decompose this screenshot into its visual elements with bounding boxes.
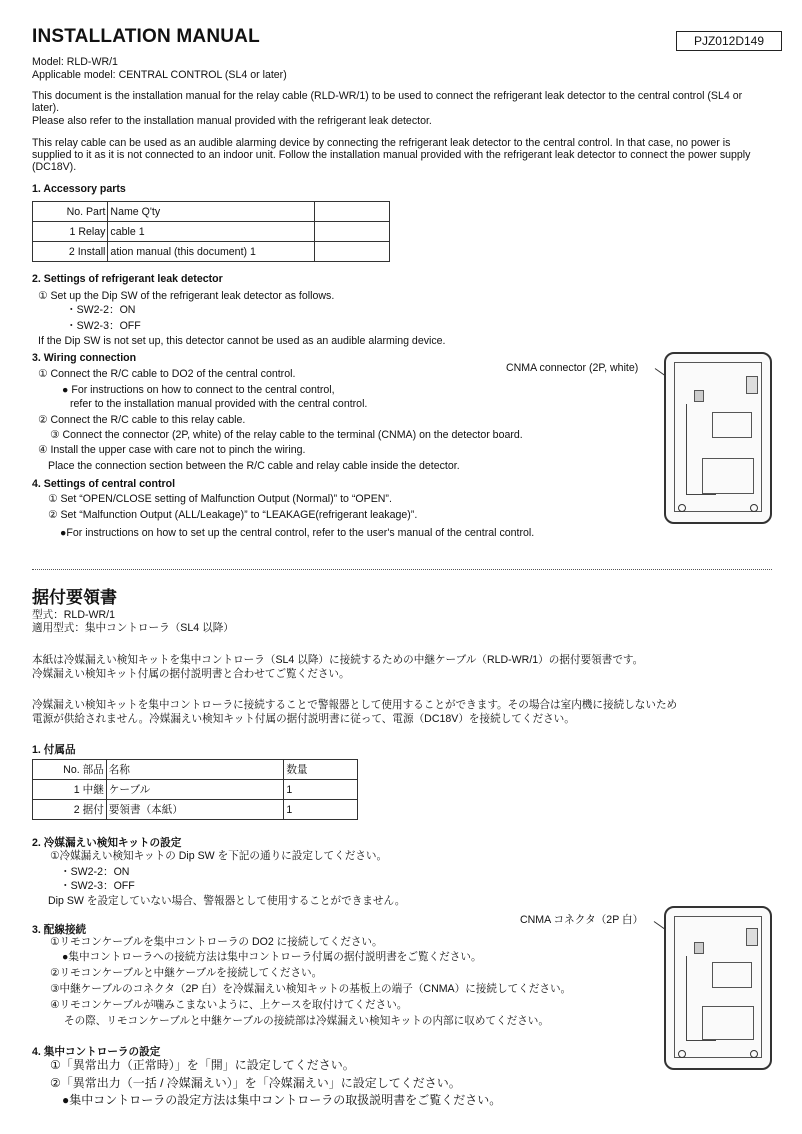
step-text: ①冷媒漏えい検知キットの Dip SW を下記の通りに設定してください。 [50,850,388,862]
section-central-control-settings-ja: 4. 集中コントローラの設定 [32,1046,161,1058]
intro-paragraph-3: This relay cable can be used as an audible alarming device by connecting the refrigerant leak detector to the central control. In that case, no power is supplied to it as it is not connected to an indoor unit. Follow the installation manual provided with the refrigerant leak detector to connect the power supply (DC18V). [32,137,751,173]
step-text: ・SW2-2：ON [66,304,136,316]
section-leak-detector-settings-ja: 2. 冷媒漏えい検知キットの設定 [32,837,182,849]
intro-paragraph-4-ja: 電源が供給されません。冷媒漏えい検知キット付属の据付説明書に従って、電源（DC18V）を接続してください。 [32,713,575,725]
cnma-callout-label-ja: CNMA コネクタ（2P 白） [520,914,644,926]
table-cell: ation manual (this document) 1 [108,242,314,262]
step-text: ●集中コントローラへの接続方法は集中コントローラ付属の据付説明書をご覧ください。 [62,951,482,963]
wire [686,404,687,494]
section-accessory-parts: 1. Accessory parts [32,183,126,195]
step-text: その際、リモコンケーブルと中継ケーブルの接続部は冷媒漏えい検知キットの内部に収めてください。 [64,1015,549,1027]
section-central-control-settings: 4. Settings of central control [32,478,176,490]
step-text: ● For instructions on how to connect to the central control, [62,384,335,396]
note-text: Dip SW を設定していない場合、警報器として使用することができません。 [48,895,406,907]
intro-paragraph-1-ja: 本紙は冷媒漏えい検知キットを集中コントローラ（SL4 以降）に接続するための中継ケーブル（RLD-WR/1）の据付要領書です。 [32,654,644,666]
intro-paragraph-2-ja: 冷媒漏えい検知キット付属の据付説明書と合わせてご覧ください。 [32,668,350,680]
step-text: ④ Install the upper case with care not to pinch the wiring. [38,444,306,456]
table-cell: 2 Install [33,242,108,262]
cnma-callout-label: CNMA connector (2P, white) [506,362,639,374]
step-text: ①「異常出力（正常時）」を「開」に設定してください。 [50,1058,355,1072]
table-cell: 数量 [284,760,358,780]
section-leak-detector-settings: 2. Settings of refrigerant leak detector [32,273,223,285]
table-cell [314,222,389,242]
table-row [33,800,358,820]
step-text: ① Set up the Dip SW of the refrigerant leak detector as follows. [38,290,335,302]
section-wiring-connection: 3. Wiring connection [32,352,137,364]
screw-icon [750,504,758,512]
document-number: PJZ012D149 [676,31,782,51]
intro-paragraph-2: Please also refer to the installation manual provided with the refrigerant leak detector. [32,115,432,127]
cnma-connector [694,942,704,954]
table-row [33,242,390,262]
table-cell: 1 [284,800,358,820]
model-text: Model: RLD-WR/1 [32,56,118,68]
table-cell: 2 据付 [33,800,107,820]
table-header-row [33,760,358,780]
table-cell [314,202,389,222]
table-cell: 要領書（本紙） [106,800,284,820]
step-text: ② Set “Malfunction Output (ALL/Leakage)” to “LEAKAGE(refrigerant leakage)”. [48,509,418,521]
page-title: INSTALLATION MANUAL [32,26,260,47]
table-cell [314,242,389,262]
table-cell: 1 中継 [33,780,107,800]
table-cell: No. Part [33,202,108,222]
table-cell: 1 Relay [33,222,108,242]
section-accessory-parts-ja: 1. 付属品 [32,744,76,756]
detector-board-illustration-ja [664,906,772,1070]
screw-icon [750,1050,758,1058]
terminal-block [746,928,758,946]
step-text: ②リモコンケーブルと中継ケーブルを接続してください。 [50,967,323,979]
intro-paragraph-1: This document is the installation manual for the relay cable (RLD-WR/1) to be used to connect the refrigerant leak detector to the central control (SL4 or later). [32,90,743,114]
note-text: If the Dip SW is not set up, this detector cannot be used as an audible alarming device. [38,335,446,347]
table-cell: No. 部品 [33,760,107,780]
cnma-connector [694,390,704,402]
step-text: ④リモコンケーブルが噛みこまないように、上ケースを取付けてください。 [50,999,408,1011]
intro-paragraph-3-ja: 冷媒漏えい検知キットを集中コントローラに接続することで警報器として使用することができます。その場合は室内機に接続しないため [32,699,678,711]
japanese-title: 据付要領書 [32,588,117,607]
accessory-table-ja [32,759,358,820]
note-text: ●集中コントローラの設定方法は集中コントローラの取扱説明書をご覧ください。 [62,1093,502,1107]
detector-board-illustration [664,352,772,524]
section-wiring-connection-ja: 3. 配線接続 [32,924,87,936]
table-cell: cable 1 [108,222,314,242]
board-component [712,412,752,438]
table-header-row [33,202,390,222]
board-component [702,458,754,494]
section-divider [32,569,772,570]
screw-icon [678,504,686,512]
model-text-ja: 型式：RLD-WR/1 [32,609,115,621]
step-text: Place the connection section between the R/C cable and relay cable inside the detector. [48,460,460,472]
table-cell: 1 [284,780,358,800]
step-text: ② Connect the R/C cable to this relay cable. [38,414,246,426]
step-text: ③ Connect the connector (2P, white) of the relay cable to the terminal (CNMA) on the detector board. [50,429,523,441]
board-component [702,1006,754,1040]
step-text: ① Set “OPEN/CLOSE setting of Malfunction Output (Normal)” to “OPEN”. [48,493,392,505]
step-text: ②「異常出力（一括 / 冷媒漏えい）」を「冷媒漏えい」に設定してください。 [50,1076,461,1090]
step-text: refer to the installation manual provided with the central control. [70,398,368,410]
step-text: ① Connect the R/C cable to DO2 of the central control. [38,368,296,380]
step-text: ③中継ケーブルのコネクタ（2P 白）を冷媒漏えい検知キットの基板上の端子（CNMA）に接続してください。 [50,983,572,995]
table-cell: Name Q'ty [108,202,314,222]
note-text: ●For instructions on how to set up the central control, refer to the user's manual of the central control. [60,527,535,539]
table-row [33,780,358,800]
step-text: ・SW2-3：OFF [60,880,135,892]
step-text: ①リモコンケーブルを集中コントローラの DO2 に接続してください。 [50,936,383,948]
board-component [712,962,752,988]
terminal-block [746,376,758,394]
applicable-model-text-ja: 適用型式：集中コントローラ（SL4 以降） [32,622,234,634]
step-text: ・SW2-2：ON [60,866,130,878]
applicable-model-text: Applicable model: CENTRAL CONTROL (SL4 or later) [32,69,287,81]
table-row [33,222,390,242]
wire [686,494,716,495]
step-text: ・SW2-3：OFF [66,320,141,332]
accessory-table [32,201,390,262]
table-cell: 名称 [106,760,284,780]
screw-icon [678,1050,686,1058]
wire [686,1040,716,1041]
wire [686,956,687,1040]
table-cell: ケーブル [106,780,284,800]
